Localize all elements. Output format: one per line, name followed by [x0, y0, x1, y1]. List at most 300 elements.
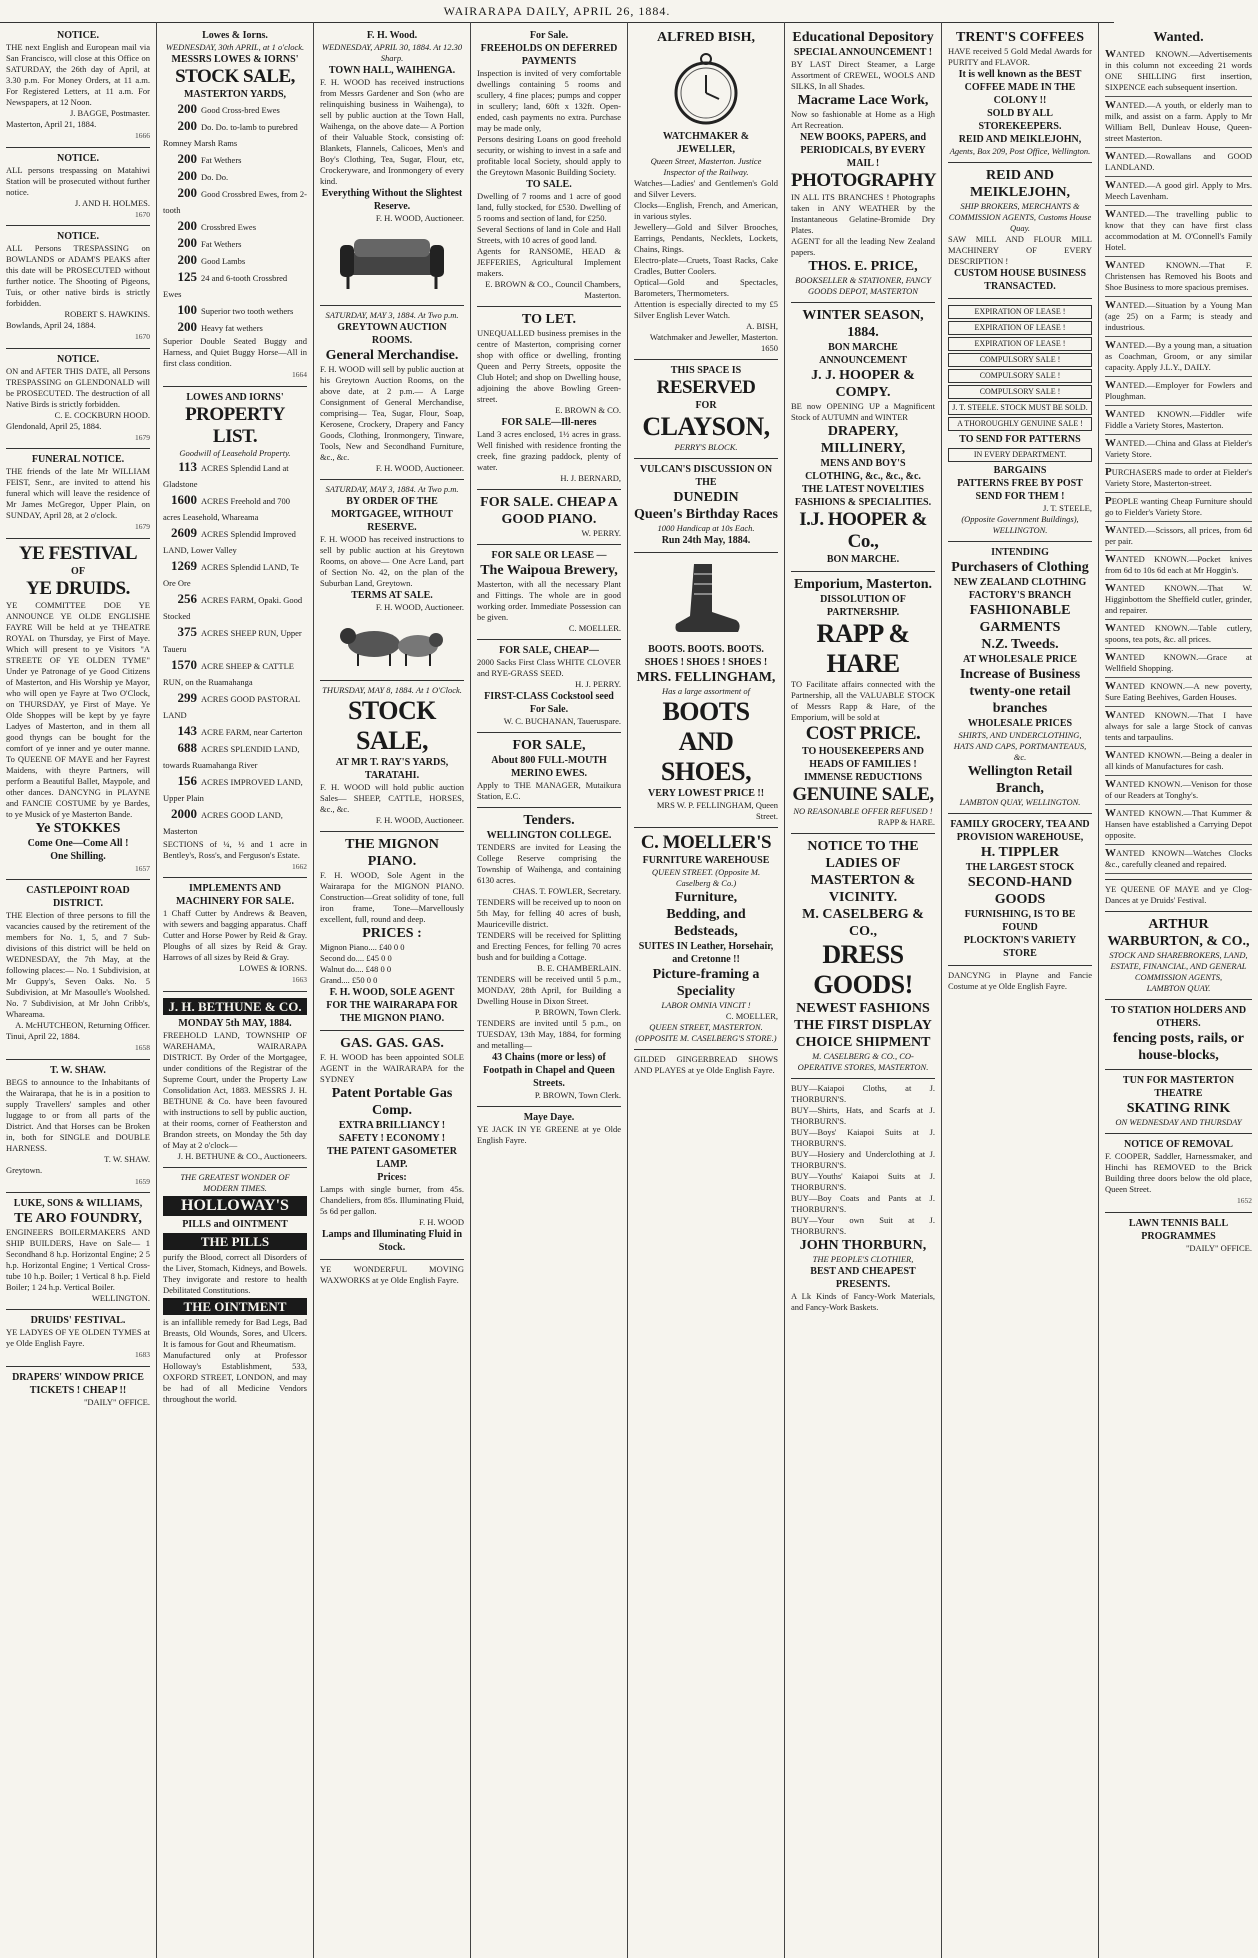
- ad-number: 1658: [135, 1043, 150, 1052]
- bish-ad: [634, 25, 778, 360]
- hooper-ad: [791, 303, 935, 572]
- ad-body: ON and AFTER THIS DATE, all Persons TRESPASSING on GLENDONALD will be PROSECUTED. The destruction of all Native Birds is strictly forbidden.: [6, 365, 150, 409]
- fashionable: FASHIONABLE GARMENTS: [969, 603, 1071, 635]
- dwelling-body: Dwelling of 7 rooms and 1 acre of good land, fully stocked, for £530. Dwelling of 5 rooms and section of land, for £250.: [477, 191, 621, 223]
- maydance-text: YE JACK IN YE GREENE at ye Olde English Fayre.: [477, 1124, 621, 1145]
- property-row: [163, 657, 307, 690]
- genuine-sale: GENUINE SALE,: [792, 784, 934, 805]
- fellingham-ad: [634, 553, 778, 828]
- departments: IN EVERY DEPARTMENT.: [948, 448, 1092, 462]
- implements-ad: [163, 878, 307, 992]
- ad-title: FUNERAL NOTICE.: [31, 454, 125, 465]
- superior-buggy: Superior Double Seated Buggy and Harness, and Quiet Buggy Horse—All in first class condition.: [163, 336, 307, 368]
- expiration-line: COMPULSORY SALE !: [948, 369, 1092, 383]
- ad-signature: A. McHUTCHEON, Returning Officer.: [15, 1020, 150, 1030]
- skating-sub: ON WEDNESDAY AND THURSDAY: [1115, 1117, 1242, 1127]
- notice-ladies: NOTICE TO THE LADIES OF MASTERTON & VICINITY.: [807, 839, 919, 905]
- educational-depository: [791, 25, 935, 303]
- clayson-name: CLAYSON,: [642, 412, 770, 441]
- signature: J. T. STEELE,: [1042, 503, 1092, 513]
- property-row: [163, 690, 307, 723]
- cattle-illustration: [332, 616, 452, 672]
- choice-shipment: CHOICE SHIPMENT: [795, 1035, 931, 1050]
- largest-stock: THE LARGEST STOCK: [965, 862, 1075, 873]
- property-acres: 1269: [171, 557, 197, 573]
- wanted-item: [1105, 257, 1252, 297]
- lamps-stock: Lamps and Illuminating Fluid in Stock.: [321, 1229, 463, 1253]
- moeller-tail: QUEEN STREET, MASTERTON. (OPPOSITE M. CASELBERG'S STORE.): [635, 1022, 777, 1043]
- attention: Attention is especially directed to my £5 Silver English Lever Watch.: [634, 299, 778, 320]
- seed-heading: FOR SALE, CHEAP—: [499, 645, 599, 656]
- sections-body: Several Sections of land in Cole and Hall Streets, with 10 acres of good land.: [477, 224, 621, 245]
- property-acres: 299: [177, 689, 197, 705]
- cost-price: COST PRICE.: [805, 723, 921, 744]
- lot-text: Fat Wethers: [201, 239, 242, 249]
- plockton: PLOCKTON'S VARIETY STORE: [963, 935, 1077, 959]
- signature-sub: Watchmaker and Jeweller, Masterton. 1650: [649, 332, 778, 353]
- removal-body: F. COOPER, Saddler, Harnessmaker, and Hinchi has REMOVED to the Brick Building three doors below the old place, Queen Street.: [1105, 1151, 1252, 1194]
- lot-row: [163, 252, 307, 269]
- lot-text: Do. Do.: [201, 172, 229, 182]
- queen-ad: [1105, 880, 1252, 912]
- wanted-item: [1105, 297, 1252, 337]
- mens: MENS AND BOY'S CLOTHING, &c., &c., &c.: [805, 458, 921, 482]
- drapery: DRAPERY, MILLINERY,: [820, 424, 906, 456]
- bon-marche: BON MARCHE ANNOUNCEMENT: [819, 342, 907, 366]
- holloway-heading: HOLLOWAY'S: [163, 1196, 307, 1216]
- property-text: ACRES Freehold and 700 acres Leasehold, Whareama: [163, 495, 291, 522]
- wanted-item: [1105, 46, 1252, 97]
- column-6: [785, 22, 942, 1958]
- wanted-item: [1105, 522, 1252, 551]
- wanted-text: PURCHASERS made to order at Fielder's Variety Store, Masterton-street.: [1105, 466, 1252, 488]
- intending: INTENDING: [991, 547, 1049, 558]
- property-text: ACRES Splendid LAND, Te Ore Ore: [163, 561, 299, 588]
- rapp-body: TO Facilitate affairs connected with the Partnership, all the VALUABLE STOCK of Messrs Rapp & Hare, of the Emporium, will be sold at: [791, 679, 935, 722]
- wanted-text: WANTED.—Rowallans and GOOD LANDLAND.: [1105, 150, 1252, 172]
- ad-body: THE friends of the late Mr WILLIAM FEIST, Senr., are invited to attend his funeral which will leave the residence of Mr James McGregor, Upper Plain, on SUNDAY, April 28, at 2 o'clock.: [6, 466, 150, 520]
- lot-text: Heavy fat wethers: [201, 323, 263, 333]
- wanted-item: [1105, 148, 1252, 177]
- sections-text: SECTIONS of ¼, ½ and 1 acre in Bentley's, Ross's, and Ferguson's Estate.: [163, 838, 307, 860]
- property-acres: 375: [177, 623, 197, 639]
- ewes-heading: FOR SALE,: [512, 738, 586, 753]
- for-sale-land: FOR SALE—Ill-neres: [501, 417, 597, 428]
- customs: CUSTOM HOUSE BUSINESS TRANSACTED.: [953, 268, 1087, 292]
- tun: TUN FOR MASTERTON: [1122, 1075, 1235, 1086]
- expiration-line: COMPULSORY SALE !: [948, 353, 1092, 367]
- ad-number: 1657: [135, 863, 150, 873]
- piano-body: F. H. WOOD, Sole Agent in the Wairarapa for the MIGNON PIANO. Construction—Great solidity of tone, full iron frame, Tone—Marvellously excellent, full, round and deep.: [320, 870, 464, 924]
- property-acres: 256: [177, 590, 197, 606]
- stock-sale-title: STOCK SALE,: [175, 66, 295, 87]
- lot-text: 24 and 6-tooth Crossbred Ewes: [163, 273, 288, 299]
- wholesale: AT WHOLESALE PRICE: [963, 654, 1077, 665]
- wholesale-prices: WHOLESALE PRICES: [967, 718, 1073, 729]
- property-head: LOWES AND IORNS': [186, 391, 284, 403]
- wanted-text: WANTED KNOWN.—Grace at Wellfield Shopping.: [1105, 651, 1252, 673]
- retail-branch: Wellington Retail Branch,: [967, 764, 1073, 796]
- property-acres: 688: [177, 739, 197, 755]
- lot-row: [163, 185, 307, 218]
- property-list: [163, 387, 307, 879]
- reid-name: REID AND MEIKLEJOHN,: [958, 134, 1082, 145]
- notice-ad: [6, 880, 150, 1060]
- tenders-subheading: WELLINGTON COLLEGE.: [486, 830, 612, 841]
- boots-sub: Has a large assortment of: [662, 686, 750, 696]
- notice-ad: [6, 1310, 150, 1367]
- reid2-sub: SHIP BROKERS, MERCHANTS & COMMISSION AGENTS, Customs House Quay.: [948, 201, 1092, 233]
- terms: TERMS AT SALE.: [351, 590, 433, 601]
- ad-number: 1670: [135, 209, 150, 219]
- column-8: [1099, 22, 1258, 1958]
- sale-date: WEDNESDAY, APRIL 30, 1884. At 12.30 Sharp.: [321, 42, 463, 63]
- arthur-sub: STOCK AND SHAREBROKERS, LAND, ESTATE, FINANCIAL, AND GENERAL COMMISSION AGENTS,: [1109, 950, 1248, 982]
- signature: H. J. BERNARD,: [560, 473, 621, 483]
- tenders-5: TENDERS are invited until 5 p.m., on TUESDAY, 13th May, 1884, for forming and metalling—: [477, 1018, 621, 1050]
- optical: Optical—Gold and Spectacles, Barometers, Thermometers.: [634, 277, 778, 298]
- wanted-text: WANTED.—The travelling public to know that they can have first class accommodation at M. O'Connell's Family Hotel.: [1105, 208, 1252, 252]
- ad-heading: F. H. Wood.: [366, 30, 418, 41]
- wanted-item: [1105, 464, 1252, 493]
- moeller-ad: [634, 828, 778, 1050]
- sofa-illustration: [332, 227, 452, 297]
- lot-quantity: 200: [177, 319, 197, 334]
- ad-heading: Lowes & Iorns.: [202, 30, 268, 41]
- property-text: ACRES SPLENDID LAND, towards Ruamahanga River: [163, 743, 300, 770]
- lot-text: Good Lambs: [201, 256, 246, 266]
- dunedin: DUNEDIN: [673, 490, 739, 505]
- column-2: [157, 22, 314, 1958]
- wanted-text: WANTED.—Situation by a Young Man (age 25) on a Farm; is steady and industrious.: [1105, 299, 1252, 332]
- lamp-prices: Prices:: [377, 1172, 407, 1183]
- hooper-body: BE now OPENING UP a Magnificent Stock of AUTUMN and WINTER: [791, 401, 935, 422]
- ad-date: Bowlands, April 24, 1884.: [6, 320, 96, 330]
- notice-ad: [6, 25, 150, 148]
- merchandise-heading: General Merchandise.: [325, 348, 459, 363]
- gas-ad: [320, 1031, 464, 1260]
- bish-heading: ALFRED BISH,: [656, 30, 756, 45]
- agents-body: Agents for RANSOME, HEAD & JEFFERIES, Agricultural Implement makers.: [477, 246, 621, 278]
- warburton-ad: [1105, 912, 1252, 1000]
- property-row: [163, 740, 307, 773]
- ointment-body: is an infallible remedy for Bad Legs, Bad Breasts, Old Wounds, Sores, and Ulcers. It is famous for Gout and Rheumatism.: [163, 1316, 307, 1349]
- property-row: [163, 723, 307, 740]
- maydance-ad: [477, 1107, 621, 1151]
- gilded-text: GILDED GINGERBREAD SHOWS AND PLAYES at ye Olde English Fayre.: [634, 1054, 778, 1075]
- signature: F. H. WOOD, Auctioneer.: [375, 213, 464, 223]
- wanted-text: WANTED KNOWN.—A new poverty, Sure Eating Beehives, Garden Houses.: [1105, 680, 1252, 702]
- steele-line: J. T. STEELE. STOCK MUST BE SOLD.: [948, 401, 1092, 415]
- wanted-item: [1105, 406, 1252, 435]
- notice-ad: [6, 539, 150, 881]
- sale-date: SATURDAY, MAY 3, 1884. At Two p.m.: [325, 484, 459, 494]
- macrame: Macrame Lace Work,: [797, 93, 929, 108]
- clocks: Clocks—English, French, and American, in various styles.: [634, 200, 778, 221]
- property-acres: 113: [178, 458, 197, 474]
- moeller-sub: FURNITURE WAREHOUSE: [642, 855, 770, 866]
- wanted-item: [1105, 551, 1252, 580]
- lot-text: Crossbred Ewes: [201, 222, 257, 232]
- newest-fashions: NEWEST FASHIONS: [796, 1001, 930, 1016]
- lot-text: Superior two tooth wethers: [201, 306, 294, 316]
- signature: F. H. WOOD, Auctioneer.: [375, 602, 464, 612]
- ad-date: Glendonald, April 25, 1884.: [6, 420, 102, 431]
- ewes-ad: [477, 733, 621, 808]
- ad-body: BEGS to announce to the Inhabitants of the Wairarapa, that he is in a position to supply Travellers' samples and other luggage to or from all parts of the District. And that Horses can be Broken in, both for SINGLE and DOUBLE HARNESS.: [6, 1076, 150, 1153]
- holloway-address: Manufactured only at Professor Holloway's Establishment, 533, OXFORD STREET, LONDON, and may be had of all Medicine Vendors throughout the world.: [163, 1349, 307, 1404]
- caselberg-name: M. CASELBERG & CO.,: [802, 907, 924, 939]
- purchasers: Purchasers of Clothing: [951, 560, 1089, 575]
- caselberg-sig: M. CASELBERG & CO., CO-OPERATIVE STORES, MASTERTON.: [797, 1051, 929, 1072]
- signature: P. BROWN, Town Clerk.: [534, 1090, 621, 1100]
- steele-ad: [948, 299, 1092, 542]
- lot-quantity: 200: [177, 101, 197, 116]
- for-sale-freeholds: [477, 25, 621, 307]
- signature: C. MOELLER,: [725, 1011, 778, 1021]
- price-row: Second do.... £45 0 0: [320, 953, 392, 963]
- tenders-4: TENDERS will be received until 5 p.m., MONDAY, 28th April, for Building a Dwelling House in Dixon Street.: [477, 974, 621, 1006]
- moeller-heading: C. MOELLER'S: [640, 832, 772, 853]
- loans-body: Persons desiring Loans on good freehold security, or wishing to invest in a safe and profitable local Society, should apply to the Greytown Masonic Building Society.: [477, 134, 621, 177]
- wanted-text: WANTED.—By a young man, a situation as Coachman, Groom, or any similar capacity. Apply J.L.Y., DAILY.: [1105, 339, 1252, 372]
- trents-heading: TRENT'S COFFEES: [956, 30, 1084, 45]
- price-row: Grand.... £50 0 0: [320, 975, 378, 985]
- trents-coffees: [948, 25, 1092, 163]
- to-let-heading: TO LET.: [522, 312, 576, 327]
- waxworks-ad: [320, 1260, 464, 1291]
- agent-heading: F. H. WOOD, SOLE AGENT FOR THE WAIRARAPA FOR THE MIGNON PIANO.: [326, 987, 458, 1024]
- gilded-ad: [634, 1050, 778, 1081]
- stock-body: F. H. WOOD will hold public auction Sales— SHEEP, CATTLE, HORSES, &c., &c.: [320, 782, 464, 814]
- wanted-text: WANTED KNOWN.—Advertisements in this column not exceeding 21 words ONE SHILLING first insertion, SIXPENCE each subsequent insertion.: [1105, 48, 1252, 92]
- notice-ad: [6, 1060, 150, 1194]
- announcement: SPECIAL ANNOUNCEMENT !: [793, 47, 933, 58]
- thorburn-sub: THE PEOPLE'S CLOTHIER,: [812, 1254, 914, 1264]
- skating-ad: [1105, 1070, 1252, 1134]
- signature: H. J. PERRY.: [575, 679, 621, 689]
- sold-by: SOLD BY ALL STOREKEEPERS.: [978, 108, 1062, 132]
- property-text: ACRES GOOD PASTORAL LAND: [163, 693, 300, 720]
- twenty-one: twenty-one retail branches: [969, 684, 1071, 716]
- boots-line: BOOTS. BOOTS. BOOTS.: [648, 644, 764, 655]
- lot-row: [163, 269, 307, 302]
- dissolution: DISSOLUTION OF PARTNERSHIP.: [820, 594, 906, 618]
- brewery-ad: [477, 545, 621, 640]
- family-grocery: FAMILY GROCERY, TEA AND PROVISION WAREHOUSE,: [950, 819, 1090, 843]
- lot-row: [163, 118, 307, 151]
- lot-row: [163, 168, 307, 185]
- races-title: Queen's Birthday Races: [634, 507, 778, 522]
- thorburn-name: JOHN THORBURN,: [799, 1238, 927, 1253]
- tenders-2: TENDERS will be received up to noon on 5th May, for felling 40 acres of bush, Mauriceville district.: [477, 897, 621, 929]
- lot-quantity: 200: [177, 235, 197, 250]
- theatre: THEATRE: [1154, 1088, 1203, 1099]
- lot-text: Fat Wethers: [201, 155, 242, 165]
- reid2-name: REID AND MEIKLEJOHN,: [970, 168, 1070, 200]
- property-row: [163, 806, 307, 839]
- fashions: FASHIONS & SPECIALITIES.: [794, 497, 932, 508]
- ad-title: DRUIDS' FESTIVAL.: [30, 1315, 126, 1326]
- ad-signature: T. W. SHAW.: [104, 1153, 150, 1164]
- column-4: [471, 22, 628, 1958]
- notice-ad: [6, 1367, 150, 1413]
- novelties: THE LATEST NOVELTIES: [801, 484, 925, 495]
- pills-body: purify the Blood, correct all Disorders of the Liver, Stomach, Kidneys, and Bowels. They invigorate and restore to health Debilitated Constitutions.: [163, 1251, 307, 1295]
- lot-quantity: 200: [177, 151, 197, 166]
- price-name: THOS. E. PRICE,: [808, 259, 918, 274]
- sale-date: WEDNESDAY, 30th APRIL, at 1 o'clock.: [165, 42, 305, 52]
- races-date: 1000 Handicap at 10s Each.: [657, 523, 755, 533]
- removal-ad: [1105, 1134, 1252, 1213]
- maydance-heading: Maye Daye.: [523, 1112, 575, 1123]
- price-row: Walnut do.... £48 0 0: [320, 964, 392, 974]
- wanted-item: [1105, 620, 1252, 649]
- fellingham-name: MRS. FELLINGHAM,: [636, 670, 776, 685]
- depository-body: BY LAST Direct Steamer, a Large Assortment of CREWEL, WOOLS AND SILKS, In all Shades.: [791, 59, 935, 91]
- presents: BEST AND CHEAPEST PRESENTS.: [810, 1266, 916, 1290]
- ad-signature: J. AND H. HOLMES.: [74, 197, 150, 208]
- column-3: [314, 22, 471, 1958]
- reid-sub: Agents, Box 209, Post Office, Wellington.: [949, 146, 1091, 156]
- tweeds: N.Z. Tweeds.: [981, 637, 1059, 652]
- wanted-text: WANTED.—A youth, or elderly man to milk, and assist on a farm. Apply to Mr William Bell, Dunleav House, Queen-street Masterton.: [1105, 99, 1252, 143]
- clothing-ad: [948, 542, 1092, 814]
- ad-title: NOTICE.: [57, 152, 99, 164]
- mortgagee-sale: [320, 480, 464, 681]
- best-coffee: It is well known as the BEST COFFEE MADE IN THE COLONY !!: [958, 69, 1082, 106]
- ad-title: LUKE, SONS & WILLIAMS,: [13, 1198, 143, 1209]
- electroplate: Electro-plate—Cruets, Toast Racks, Cake Cradles, Butter Coolers.: [634, 255, 778, 276]
- thorburn-ad: [791, 1079, 935, 1318]
- bethune-signature: J. H. BETHUNE & CO., Auctioneers.: [177, 1150, 307, 1161]
- wonder-line: THE GREATEST WONDER OF MODERN TIMES.: [180, 1171, 290, 1193]
- picture-framing: Picture-framing a Speciality: [652, 967, 760, 999]
- hooper-big: I.J. HOOPER & Co.,: [799, 509, 927, 552]
- gas-heading: GAS. GAS. GAS.: [340, 1036, 444, 1051]
- seed-body: 2000 Sacks First Class WHITE CLOVER and RYE-GRASS SEED.: [477, 657, 621, 678]
- ad-body: THE next English and European mail via San Francisco, will close at this Office on SATURDAY, the 26th day of April, at 3.30 p.m. For Money Orders, at 11 a.m. For Registered Letters, at 11 a.m. For Newspapers, at 12 Noon.: [6, 42, 150, 107]
- lowest-price: VERY LOWEST PRICE !!: [647, 788, 765, 799]
- thorburn-row: BUY—Your own Suit at J. THORBURN'S.: [791, 1215, 935, 1236]
- ad-signature: ROBERT S. HAWKINS.: [64, 309, 150, 319]
- lot-quantity: 200: [177, 252, 197, 267]
- thorburn-row: BUY—Hosiery and Underclothing at J. THORBURN'S.: [791, 1149, 935, 1170]
- thorburn-row: BUY—Boy Coats and Pants at J. THORBURN'S.: [791, 1193, 935, 1214]
- ad-body: YE COMMITTEE DOE YE ANNOUNCE YE OLDE ENGLISHE FAYRE Will be held at ye THEATRE ROYAL on Thursday, ye First of Maye. Which will present to ye Visitors "A STREETE OF YE OLDEN TYME" Under ye Patronage of ye Good Citizens of Masterton, and His Worship ye Mayor, who will open ye Fayre at Two O'Clock, on THURSDAY, ye First of Maye. Ye Olde Shoppes will be kept by ye fayre Ladyes of Masterton, and in them all good thyngs can be bought for the comfort of ye inner and ye outer manne. To QUEENE OF MAYE and her Fayrest Maidens, with theyre Partners, will perform a Beautiful Ballet, Maypole, and other dances. DANCYNG in PLAYNE and FANCIE COSTUME by ye Bardes, to ye Musick of ye Masterton Bande.: [6, 599, 150, 819]
- tenders: [477, 808, 621, 1107]
- lamp-heading: THE PATENT GASOMETER LAMP.: [326, 1146, 458, 1170]
- property-row: [163, 773, 307, 806]
- watches: Watches—Ladies' and Gentlemen's Gold and Silver Levers.: [634, 178, 778, 199]
- lot-text: Do. Do. to-lamb to purebred Romney Marsh Rams: [163, 122, 298, 148]
- price-sub: BOOKSELLER & STATIONER, FANCY GOODS DEPOT, MASTERTON: [795, 275, 931, 296]
- property-text: ACRES Splendid Improved LAND, Lower Valley: [163, 528, 296, 555]
- property-text: ACRE SHEEP & CATTLE RUN, on the Ruamahanga: [163, 660, 294, 687]
- signature: F. H. WOOD, Auctioneer.: [375, 463, 464, 473]
- implements-signature: LOWES & IORNS.: [239, 963, 307, 973]
- property-row: [163, 525, 307, 558]
- ad-title-3: YE DRUIDS.: [26, 577, 130, 599]
- property-acres: 156: [177, 772, 197, 788]
- send-patterns: TO SEND FOR PATTERNS: [959, 434, 1081, 445]
- property-acres: 143: [177, 722, 197, 738]
- ad-number: 1683: [135, 1350, 150, 1359]
- lot-row: [163, 218, 307, 235]
- wanted-text: WANTED KNOWN—Watches Clocks &c., carefully cleaned and repaired.: [1105, 847, 1252, 869]
- ad-number: 1652: [1237, 1196, 1252, 1205]
- ad-signature: "DAILY" OFFICE.: [83, 1396, 150, 1407]
- brewery-body: Masterton, with all the necessary Plant and Fittings. The whole are in good working order. Immediate Possession can be given.: [477, 579, 621, 622]
- watchmaker: WATCHMAKER & JEWELLER,: [662, 131, 750, 155]
- ad-title: CASTLEPOINT ROAD DISTRICT.: [26, 885, 130, 909]
- boot-icon: [666, 560, 746, 640]
- rooms-heading: GREYTOWN AUCTION ROOMS.: [337, 322, 447, 346]
- property-text: ACRES GOOD LAND, Masterton: [163, 809, 283, 836]
- thorburn-row: BUY—Shirts, Hats, and Scarfs at J. THORBURN'S.: [791, 1105, 935, 1126]
- wanted-item: [1105, 707, 1252, 747]
- mortgagee-heading: BY ORDER OF THE MORTGAGEE, WITHOUT RESERVE.: [331, 496, 453, 533]
- housekeepers: TO HOUSEKEEPERS AND HEADS OF FAMILIES !: [801, 746, 925, 770]
- property-row: [163, 591, 307, 624]
- property-acres: 1600: [171, 491, 197, 507]
- ad-extra: One Shilling.: [50, 850, 106, 862]
- ad-body: ENGINEERS BOILERMAKERS AND SHIP BUILDERS, Have on Sale— 1 Secondhand 8 h.p. Horizontal Engine; 2 5 h.p. Horizontal Engine; 1 Vertical Cross-tube 10 h.p. Boiler; 1 Vertical 8 h.p. Field Boiler; 1 24 h.p. Vertical Boiler.: [6, 1227, 150, 1292]
- depository-heading: Educational Depository: [792, 30, 934, 45]
- property-text: ACRES IMPROVED LAND, Upper Plain: [163, 776, 303, 803]
- suites: SUITES IN Leather, Horsehair, and Cretonne !!: [638, 941, 774, 965]
- lot-quantity: 100: [177, 302, 197, 317]
- shirts: SHIRTS, AND UNDERCLOTHING, HATS AND CAPS, PORTMANTEAUS, &c.: [953, 730, 1087, 762]
- first-display: THE FIRST DISPLAY: [794, 1018, 932, 1033]
- winter-season: WINTER SEASON, 1884.: [802, 308, 924, 340]
- notice-ad: [6, 1193, 150, 1310]
- mortgagee-body: F. H. WOOD has received instructions to sell by public auction at his Greytown Rooms, on above— One Acre Land, part of Section No. 42, on the plan of the Suburban Land, Greytown.: [320, 534, 464, 588]
- to-sale: TO SALE.: [526, 179, 572, 190]
- wanted-text: WANTED KNOWN.—Fiddler wife Fiddle a Variety Stores, Masterton.: [1105, 408, 1252, 430]
- ad-extra: Ye STOKKES: [35, 820, 121, 836]
- prices-heading: PRICES :: [362, 926, 422, 941]
- fencing-ad: [1105, 1000, 1252, 1070]
- genuine-sub: NO REASONABLE OFFER REFUSED !: [793, 806, 933, 816]
- wanted-item: [1105, 776, 1252, 805]
- ewes-signature: Apply to THE MANAGER, Mutaikura Station, E.C.: [477, 780, 621, 801]
- fencing: fencing posts, rails, or house-blocks,: [1112, 1031, 1245, 1063]
- property-acres: 2609: [171, 524, 197, 540]
- boots-big: BOOTS AND SHOES,: [660, 697, 752, 786]
- ad-title-2: OF: [71, 565, 85, 577]
- ad-title: YE FESTIVAL: [18, 542, 138, 564]
- notice-ad: [6, 449, 150, 539]
- bethune-ad: [163, 992, 307, 1168]
- merchandise-body: F. H. WOOD will sell by public auction at his Greytown Auction Rooms, on the above date, at 2 p.m.— A Large Consignment of General Merchandise, comprising— Tea, Sugar, Flour, Soap, Kerosene, Crockery, Drapery and Fancy Goods, Clothing, Ironmongery, Tinware, Tools, New and Secondhand Furniture, &c., &c.: [320, 364, 464, 462]
- lot-row: [163, 235, 307, 252]
- wanted-text: WANTED.—Employer for Fowlers and Ploughman.: [1105, 379, 1252, 401]
- shoes-line: SHOES ! SHOES ! SHOES !: [644, 657, 768, 668]
- photo-body: IN ALL ITS BRANCHES ! Photographs taken in ANY WEATHER by the Instantaneous Gelatine-Bromide Dry Plates.: [791, 192, 935, 235]
- caselberg-ad: [791, 834, 935, 1079]
- labor: LABOR OMNIA VINCIT !: [661, 1000, 751, 1010]
- wanted-text: WANTED KNOWN.—That F. Christensen has Removed his Boots and Shoe Business to more spacious premises.: [1105, 259, 1252, 292]
- ad-title: T. W. SHAW.: [50, 1064, 106, 1076]
- lot-quantity: 200: [177, 185, 197, 200]
- wanted-text: PEOPLE wanting Cheap Furniture should go to Fielder's Variety Store.: [1105, 495, 1252, 517]
- ad-number: 1679: [135, 432, 150, 442]
- queen-text: YE QUEENE OF MAYE and ye Clog-Dances at ye Druids' Festival.: [1105, 884, 1252, 905]
- signature: W. PERRY.: [581, 528, 621, 538]
- wanted-item: [1105, 678, 1252, 707]
- furnishing: FURNISHING, IS TO BE FOUND: [964, 909, 1076, 933]
